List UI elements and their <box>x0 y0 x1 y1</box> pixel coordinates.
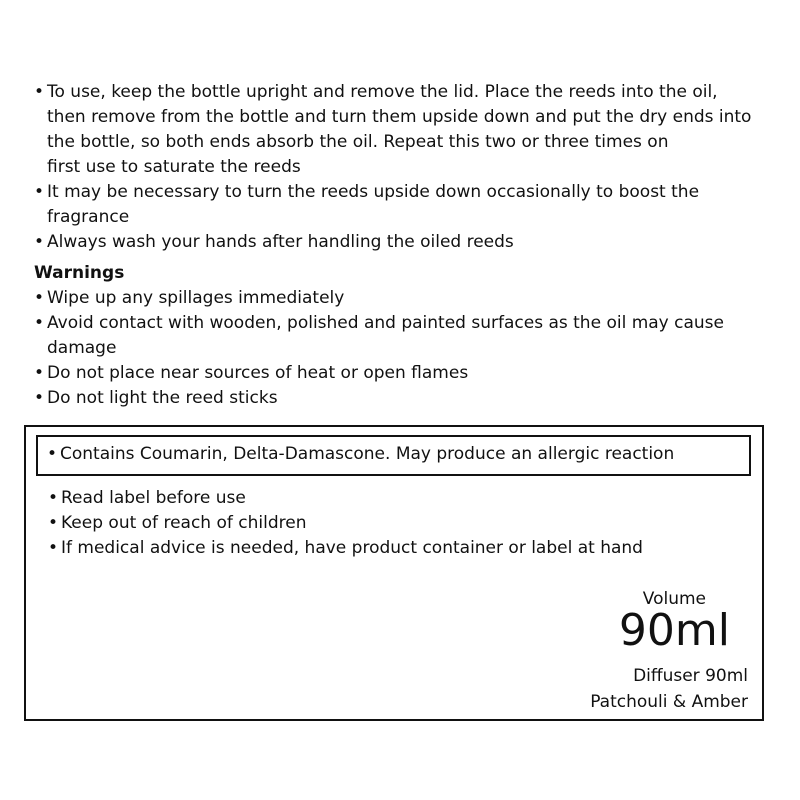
allergen-statement: • Contains Coumarin, Delta-Damascone. May produce an allergic reaction <box>47 444 675 464</box>
bullet-icon: • <box>48 513 59 533</box>
usage-item-1-line-1: • To use, keep the bottle upright and remove the lid. Place the reeds into the oil, <box>34 82 718 102</box>
usage-item-3-line-1: • Always wash your hands after handling the oiled reeds <box>34 232 514 252</box>
safety-item-3: • If medical advice is needed, have product container or label at hand <box>48 538 643 558</box>
bullet-icon: • <box>34 313 45 333</box>
usage-item-2-line-1: • It may be necessary to turn the reeds upside down occasionally to boost the <box>34 182 700 202</box>
warning-item-1: • Wipe up any spillages immediately <box>34 288 345 308</box>
warning-item-4: • Do not light the reed sticks <box>34 388 278 408</box>
bullet-icon: • <box>34 182 45 202</box>
bullet-icon: • <box>47 444 58 464</box>
usage-item-1-line-3: the bottle, so both ends absorb the oil. Repeat this two or three times on <box>47 132 669 152</box>
bullet-icon: • <box>34 82 45 102</box>
bullet-icon: • <box>48 488 59 508</box>
volume-value: 90ml <box>618 605 730 656</box>
bullet-icon: • <box>34 288 45 308</box>
bullet-icon: • <box>48 538 59 558</box>
warning-item-2-line-2: damage <box>47 338 117 358</box>
safety-item-2: • Keep out of reach of children <box>48 513 307 533</box>
safety-item-1: • Read label before use <box>48 488 246 508</box>
bullet-icon: • <box>34 363 45 383</box>
product-name: Diffuser 90ml <box>633 666 748 686</box>
warning-item-2-line-1: • Avoid contact with wooden, polished and painted surfaces as the oil may cause <box>34 313 724 333</box>
volume-label: Volume <box>642 589 706 609</box>
usage-item-1-line-4: first use to saturate the reeds <box>47 157 301 177</box>
fragrance-name: Patchouli & Amber <box>590 692 748 712</box>
bullet-icon: • <box>34 388 45 408</box>
usage-item-2-line-2: fragrance <box>47 207 130 227</box>
warning-item-3: • Do not place near sources of heat or open flames <box>34 363 469 383</box>
usage-item-1-line-2: then remove from the bottle and turn them upside down and put the dry ends into <box>47 107 752 127</box>
bullet-icon: • <box>34 232 45 252</box>
warnings-heading: Warnings <box>34 263 125 283</box>
